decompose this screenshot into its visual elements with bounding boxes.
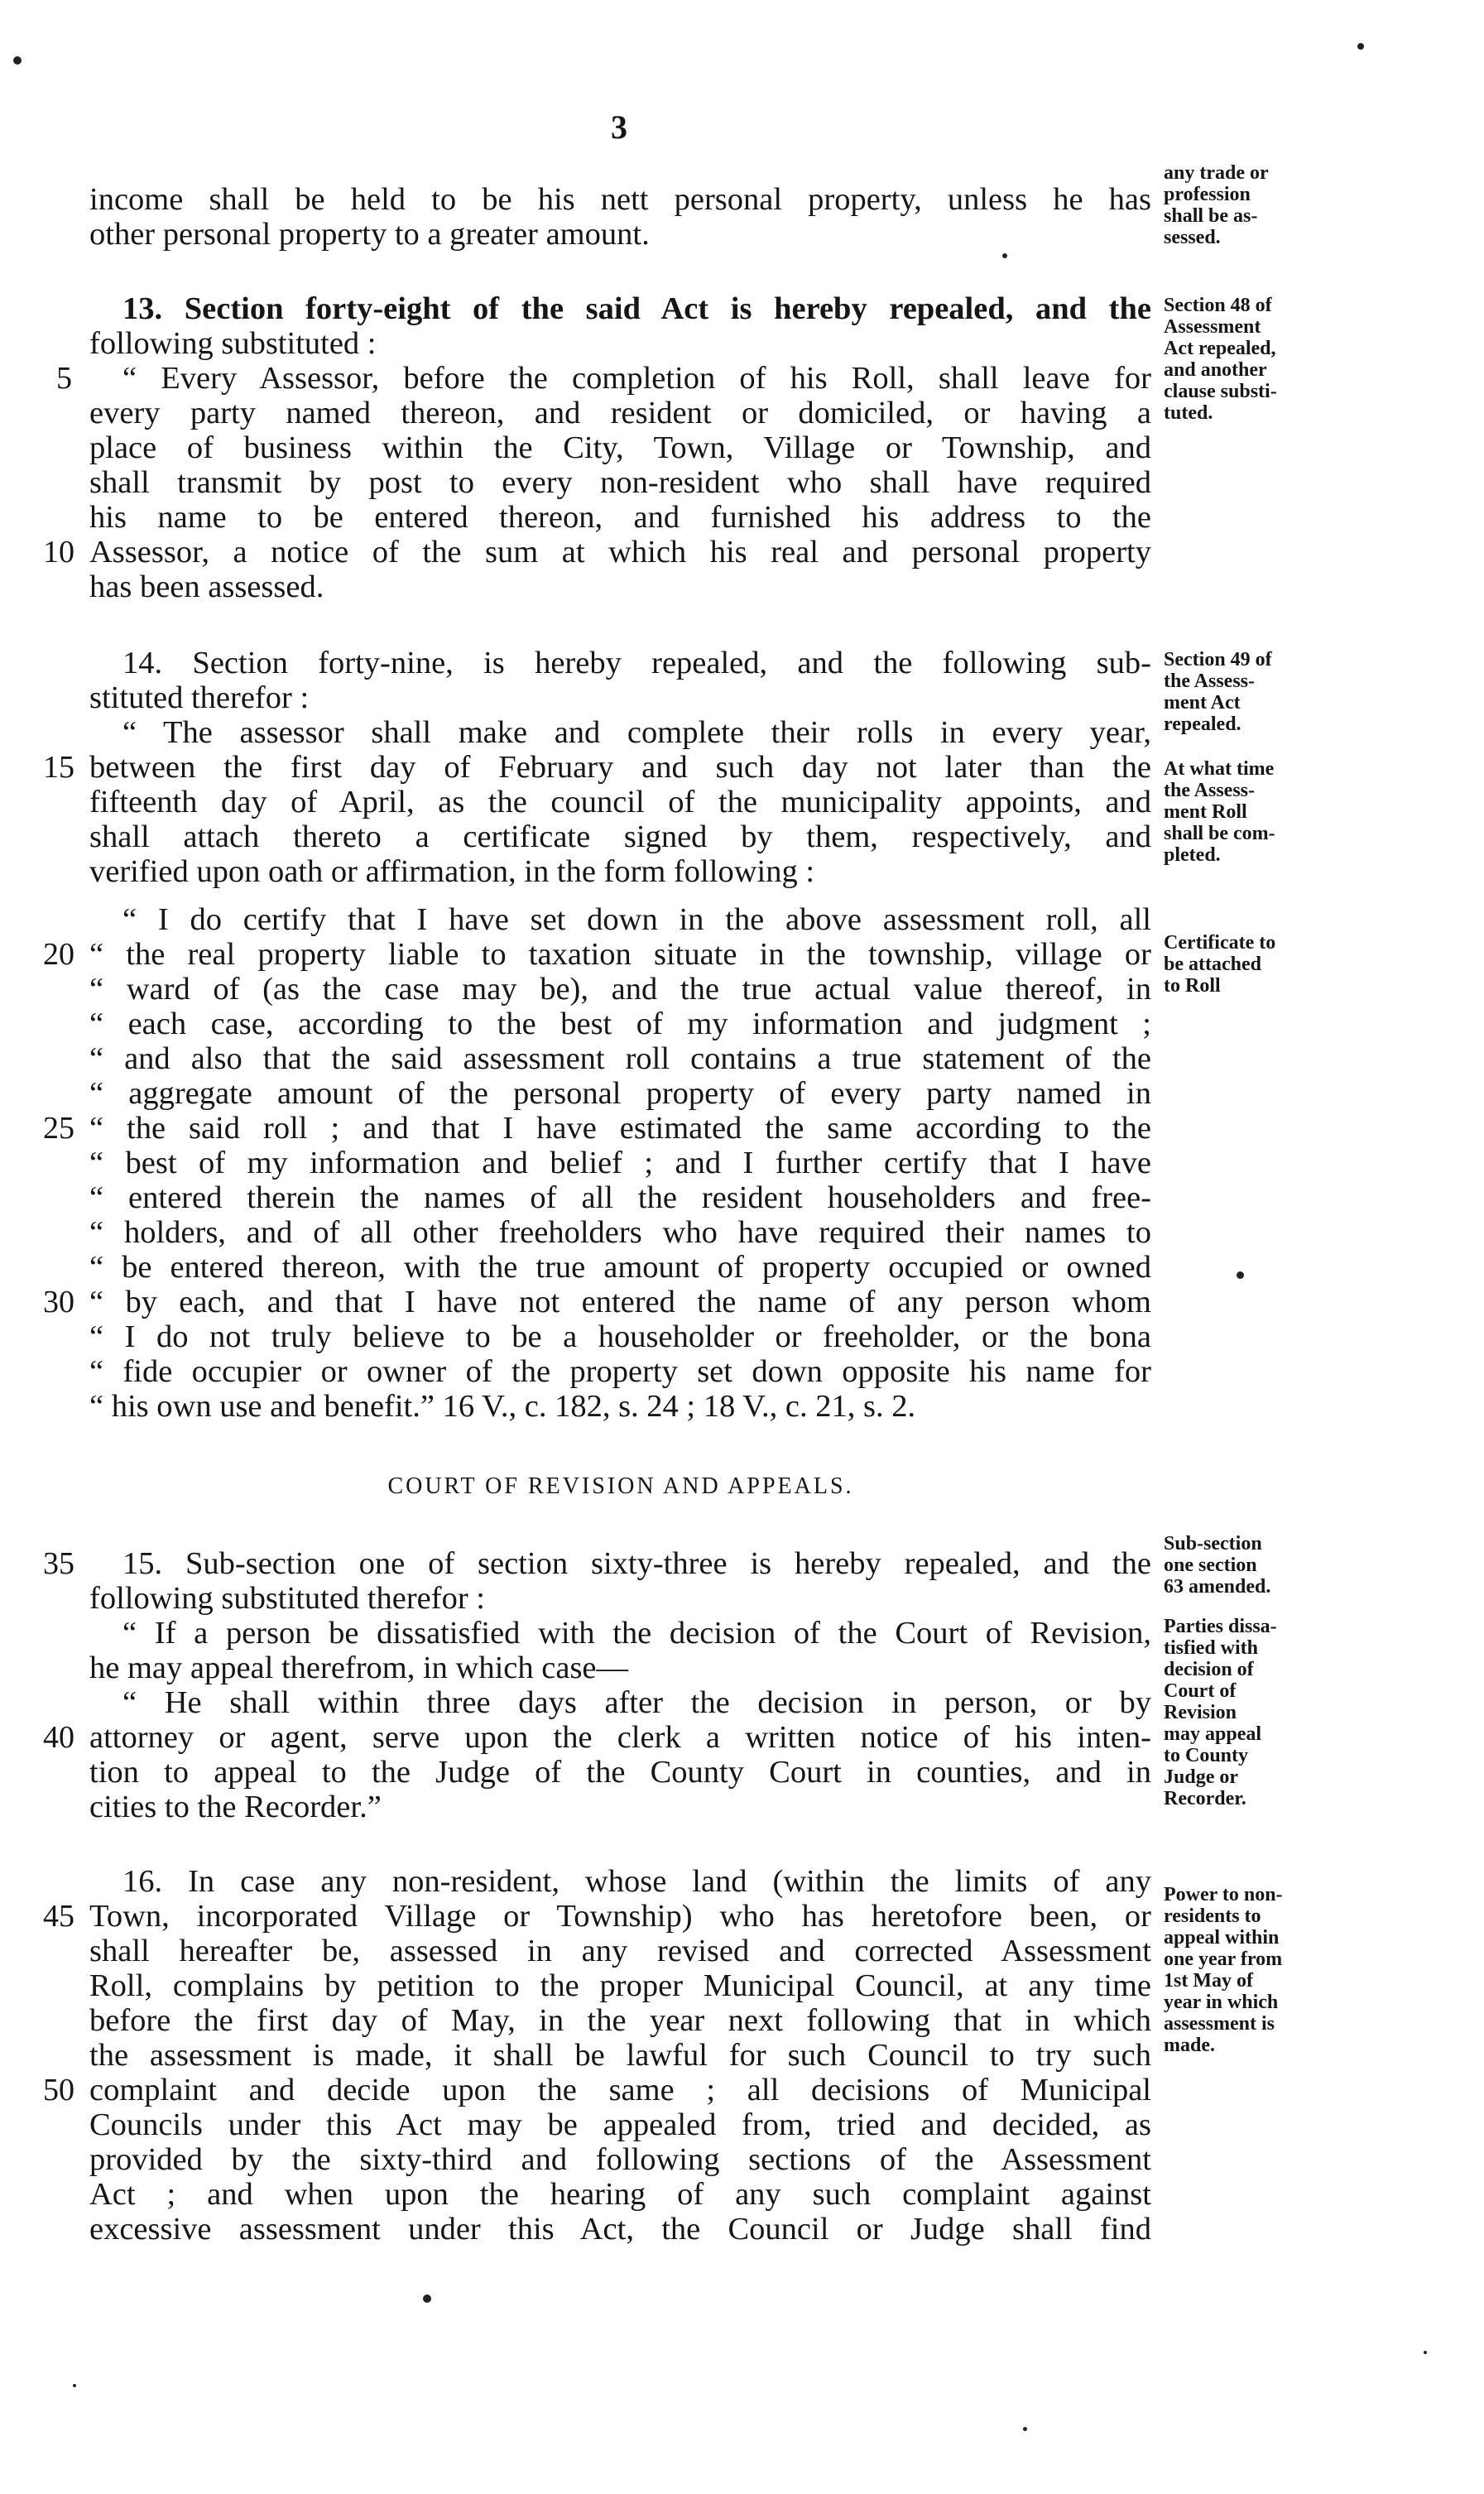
text-line: provided by the sixty-third and following sections of the Assessment (89, 2142, 1151, 2177)
text-line: “ If a person be dissatisfied with the decision of the Court of Revision, (122, 1616, 1151, 1651)
line-number: 50 (43, 2073, 74, 2107)
margin-note (1164, 162, 1342, 248)
text-line: attorney or agent, serve upon the clerk a written notice of his inten- (89, 1720, 1151, 1755)
scan-speck (1424, 2351, 1427, 2354)
text-line: following substituted therefor : (89, 1581, 485, 1616)
margin-note-line: Revision (1164, 1702, 1237, 1723)
text-line: cities to the Recorder.” (89, 1790, 382, 1824)
text-line: “ be entered thereon, with the true amount of property occupied or owned (89, 1250, 1151, 1285)
text-line: shall attach thereto a certificate signed by them, respectively, and (89, 819, 1151, 854)
margin-note-line: Section 49 of (1164, 649, 1272, 670)
margin-note-line: decision of (1164, 1659, 1254, 1680)
margin-note-line: Section 48 of (1164, 295, 1272, 316)
text-line: Act ; and when upon the hearing of any such complaint against (89, 2177, 1151, 2212)
margin-note-line: one year from (1164, 1949, 1283, 1970)
text-line: every party named thereon, and resident or domiciled, or having a (89, 396, 1151, 430)
text-line: excessive assessment under this Act, the Council or Judge shall find (89, 2212, 1151, 2247)
margin-note-line: shall be com- (1164, 823, 1275, 844)
text-line: before the first day of May, in the year next following that in which (89, 2003, 1151, 2038)
margin-note-line: profession (1164, 184, 1251, 205)
text-line: “ and also that the said assessment roll contains a true statement of the (89, 1041, 1151, 1076)
text-line: “ I do not truly believe to be a householder or freeholder, or the bona (89, 1319, 1151, 1354)
text-line: “ the said roll ; and that I have estimated the same according to the (89, 1111, 1151, 1146)
margin-note-line: Power to non- (1164, 1884, 1283, 1905)
page-number: 3 (611, 108, 627, 146)
text-line: the assessment is made, it shall be lawful for such Council to try such (89, 2038, 1151, 2073)
scan-speck (1357, 43, 1364, 50)
text-line: complaint and decide upon the same ; all decisions of Municipal (89, 2073, 1151, 2107)
margin-note-line: Assessment (1164, 316, 1261, 338)
margin-note-line: made. (1164, 2035, 1215, 2056)
margin-note-line: 1st May of (1164, 1970, 1253, 1992)
text-line: income shall be held to be his nett personal property, unless he has (89, 182, 1151, 217)
text-line: shall transmit by post to every non-resident who shall have required (89, 465, 1151, 500)
margin-note (1164, 758, 1342, 866)
margin-note-line: Parties dissa- (1164, 1616, 1277, 1637)
margin-note-line: any trade or (1164, 162, 1269, 184)
text-line: Roll, complains by petition to the proper Municipal Council, at any time (89, 1968, 1151, 2003)
scan-speck (1237, 1271, 1244, 1279)
text-line: “ the real property liable to taxation situate in the township, village or (89, 937, 1151, 972)
line-number: 40 (43, 1720, 74, 1755)
text-line: “ The assessor shall make and complete their rolls in every year, (122, 715, 1151, 750)
text-line: “ Every Assessor, before the completion of his Roll, shall leave for (122, 361, 1151, 396)
margin-note (1164, 932, 1342, 997)
margin-note-line: Act repealed, (1164, 338, 1276, 359)
margin-note (1164, 295, 1342, 424)
margin-note-line: Judge or (1164, 1766, 1238, 1788)
text-line: verified upon oath or affirmation, in the form following : (89, 854, 815, 889)
text-line: “ I do certify that I have set down in the above assessment roll, all (122, 902, 1151, 937)
margin-note (1164, 1616, 1342, 1809)
text-line: Assessor, a notice of the sum at which his real and personal property (89, 535, 1151, 569)
text-line: “ fide occupier or owner of the property set down opposite his name for (89, 1354, 1151, 1389)
text-line: 16. In case any non-resident, whose land (within the limits of any (122, 1864, 1151, 1899)
margin-note-line: Court of (1164, 1680, 1237, 1702)
scan-speck (423, 2295, 431, 2303)
text-line: “ his own use and benefit.” 16 V., c. 182, s. 24 ; 18 V., c. 21, s. 2. (89, 1389, 916, 1424)
margin-note-line: to Roll (1164, 975, 1221, 997)
scan-speck (13, 56, 22, 65)
text-line: shall hereafter be, assessed in any revised and corrected Assessment (89, 1934, 1151, 1968)
margin-note-line: repealed. (1164, 714, 1241, 735)
margin-note-line: pleted. (1164, 844, 1221, 866)
margin-note (1164, 649, 1342, 735)
margin-note-line: ment Act (1164, 692, 1241, 714)
text-line: 14. Section forty-nine, is hereby repealed, and the following sub- (122, 646, 1151, 680)
margin-note-line: tisfied with (1164, 1637, 1258, 1659)
margin-note-line: and another (1164, 359, 1267, 381)
text-line: stituted therefor : (89, 680, 310, 715)
margin-note-line: Certificate to (1164, 932, 1276, 954)
margin-note-line: to County (1164, 1745, 1249, 1766)
margin-note-line: one section (1164, 1555, 1257, 1576)
section-number: 13. Section forty-eight of the said Act is hereby repealed, and the (122, 291, 1151, 326)
margin-note-line: sessed. (1164, 227, 1221, 248)
margin-note-line: tuted. (1164, 402, 1213, 424)
text-line: Town, incorporated Village or Township) who has heretofore been, or (89, 1899, 1151, 1934)
margin-note-line: the Assess- (1164, 780, 1256, 801)
text-line: “ entered therein the names of all the resident householders and free- (89, 1180, 1151, 1215)
margin-note (1164, 1884, 1342, 2056)
scan-speck (1002, 253, 1007, 258)
margin-note-line: Sub-section (1164, 1533, 1262, 1555)
margin-note-line: clause substi- (1164, 381, 1277, 402)
line-number: 15 (43, 750, 74, 785)
scan-speck (73, 2384, 76, 2387)
margin-note-line: ment Roll (1164, 801, 1247, 823)
line-number: 30 (43, 1285, 74, 1319)
margin-note-line: shall be as- (1164, 205, 1258, 227)
margin-note-line: assessment is (1164, 2013, 1275, 2035)
text-line: “ each case, according to the best of my information and judgment ; (89, 1007, 1151, 1041)
margin-note-line: the Assess- (1164, 670, 1256, 692)
section-heading: COURT OF REVISION AND APPEALS. (387, 1473, 854, 1499)
text-line: other personal property to a greater amount. (89, 217, 650, 252)
text-line: place of business within the City, Town, Village or Township, and (89, 430, 1151, 465)
margin-note-line: 63 amended. (1164, 1576, 1271, 1598)
margin-note-line: At what time (1164, 758, 1275, 780)
margin-note-line: be attached (1164, 954, 1261, 975)
text-line: “ best of my information and belief ; and I further certify that I have (89, 1146, 1151, 1180)
line-number: 35 (43, 1546, 74, 1581)
text-line: “ He shall within three days after the decision in person, or by (122, 1685, 1151, 1720)
text-line: tion to appeal to the Judge of the County Court in counties, and in (89, 1755, 1151, 1790)
text-line: “ holders, and of all other freeholders who have required their names to (89, 1215, 1151, 1250)
text-line: he may appeal therefrom, in which case— (89, 1651, 629, 1685)
margin-note-line: may appeal (1164, 1723, 1262, 1745)
line-number: 10 (43, 535, 74, 569)
margin-note-line: residents to (1164, 1905, 1261, 1927)
margin-note (1164, 1533, 1342, 1598)
text-line: “ by each, and that I have not entered the name of any person whom (89, 1285, 1151, 1319)
text-line: his name to be entered thereon, and furnished his address to the (89, 500, 1151, 535)
text-line: between the first day of February and such day not later than the (89, 750, 1151, 785)
scan-speck (1023, 2427, 1027, 2431)
text-line: following substituted : (89, 326, 377, 361)
line-number: 45 (43, 1899, 74, 1934)
text-line: “ ward of (as the case may be), and the true actual value thereof, in (89, 972, 1151, 1007)
margin-note-line: Recorder. (1164, 1788, 1246, 1809)
section-13-first-line (122, 291, 1151, 326)
text-line: 15. Sub-section one of section sixty-three is hereby repealed, and the (122, 1546, 1151, 1581)
text-line: has been assessed. (89, 569, 324, 604)
text-line: Councils under this Act may be appealed from, tried and decided, as (89, 2107, 1151, 2142)
text-line: fifteenth day of April, as the council of the municipality appoints, and (89, 785, 1151, 819)
margin-note-line: year in which (1164, 1992, 1279, 2013)
line-number: 25 (43, 1111, 74, 1146)
line-number: 5 (56, 361, 72, 396)
text-line: “ aggregate amount of the personal property of every party named in (89, 1076, 1151, 1111)
line-number: 20 (43, 937, 74, 972)
margin-note-line: appeal within (1164, 1927, 1280, 1949)
